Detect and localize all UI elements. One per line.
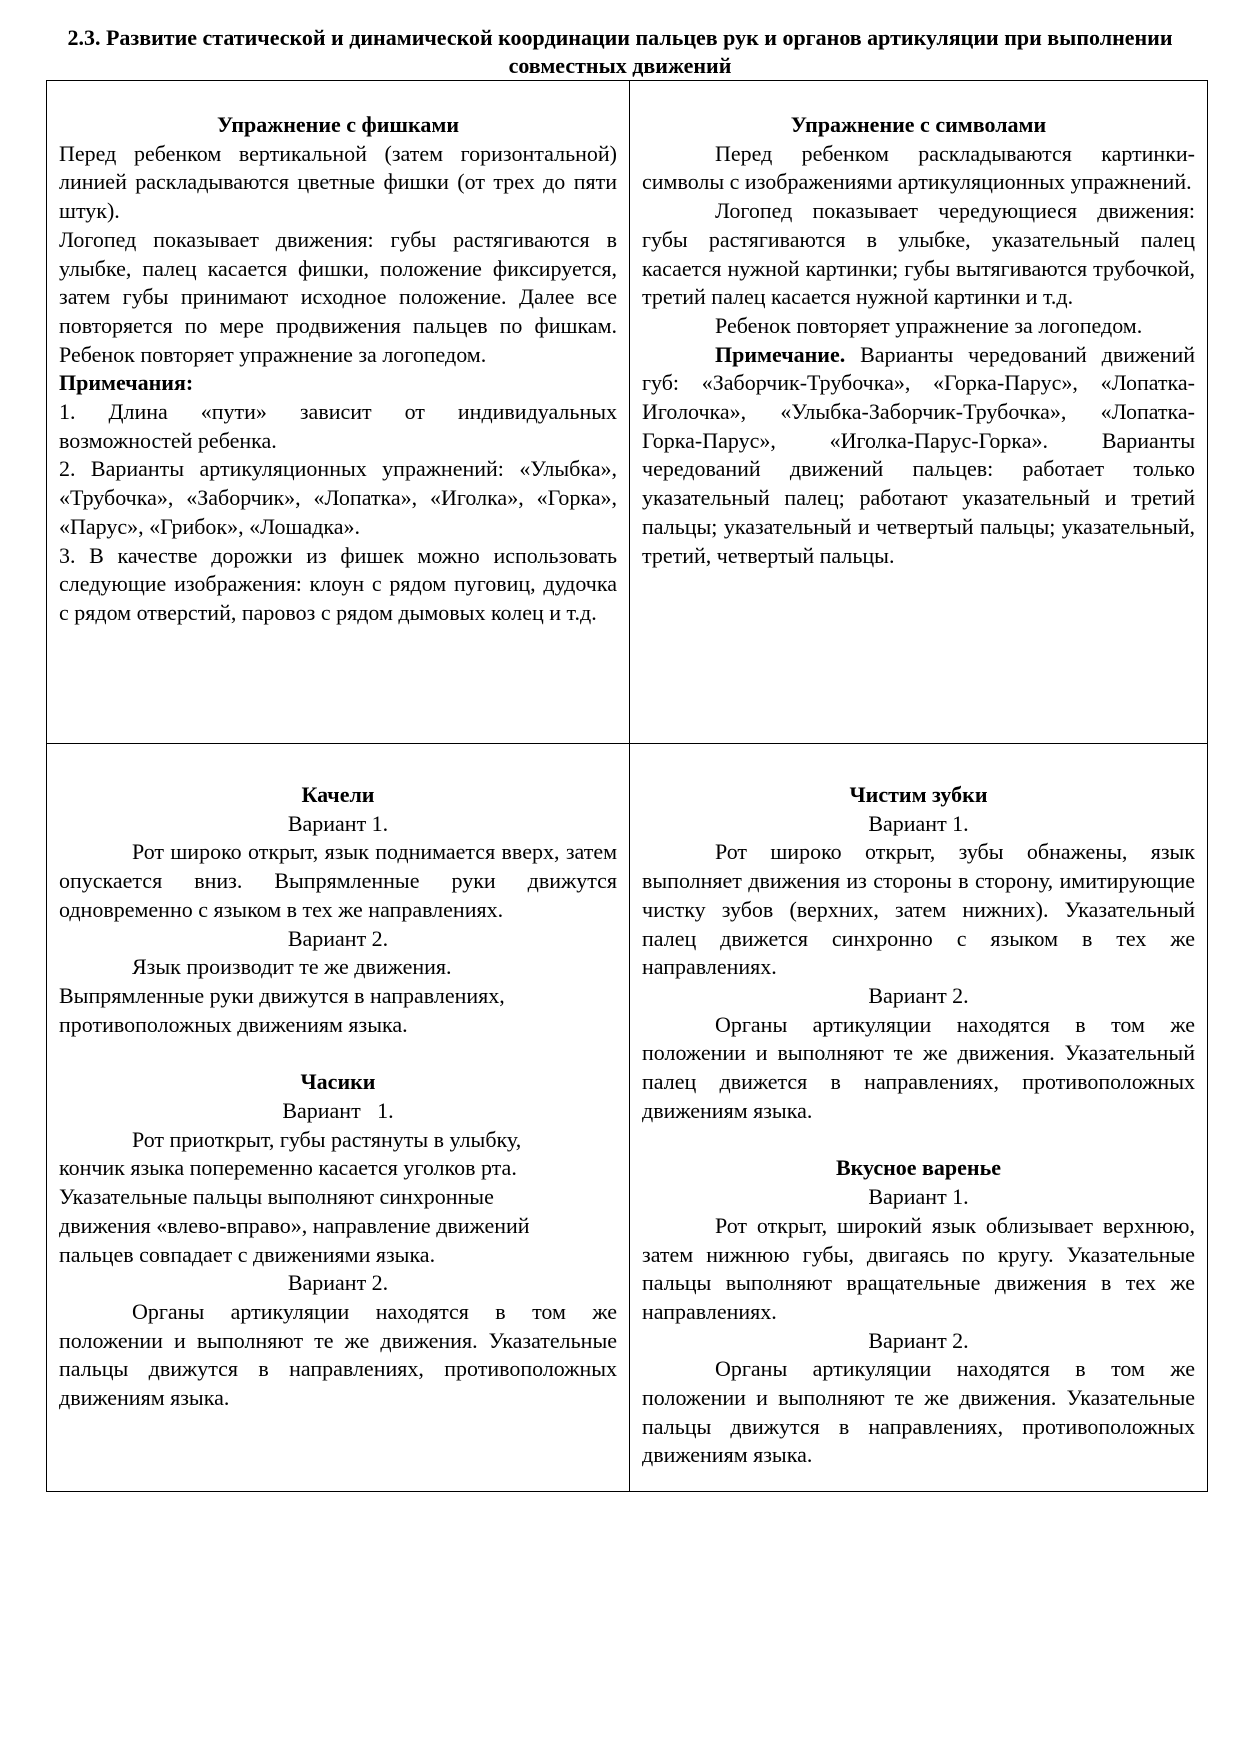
table-row: [47, 744, 1208, 1492]
exercise-table: [46, 80, 1208, 1492]
variant-label: Вариант 2.: [868, 982, 969, 1008]
cell-zubki-varenie: [630, 744, 1208, 1492]
paragraph: Органы артикуляции находятся в том же положении и выполняют те же движения. Указательные пальцы движутся в направлениях, противоположных движениям языка.: [59, 1298, 617, 1411]
cell-simvoly: [630, 81, 1208, 744]
paragraph: Рот открыт, широкий язык облизывает верхнюю, затем нижнюю губы, двигаясь по кругу. Указательные пальцы выполняют вращательные движения в тех же направлениях.: [642, 1212, 1195, 1324]
paragraph: Перед ребенком вертикальной (затем горизонтальной) линией раскладываются цветные фишки (от трех до пяти штук).: [59, 140, 617, 224]
paragraph: Ребенок повторяет упражнение за логопедом.: [715, 312, 1143, 338]
paragraph-line: Выпрямленные руки движутся в направлениях,: [59, 982, 505, 1008]
variant-label: Вариант 1.: [868, 1184, 969, 1210]
exercise-heading: Часики: [300, 1069, 376, 1095]
variant-label: Вариант 1.: [868, 810, 969, 836]
paragraph-line: Указательные пальцы выполняют синхронные: [59, 1184, 494, 1210]
variant-label: Вариант 1.: [282, 1098, 394, 1124]
paragraph: Логопед показывает чередующиеся движения: губы растягиваются в улыбке, указательный палец касается нужной картинки; губы вытягиваются трубочкой, третий палец касается нужной картинки и т.д.: [642, 198, 1195, 310]
paragraph: Перед ребенком раскладываются картинки-символы с изображениями артикуляционных упражнений.: [642, 140, 1195, 195]
paragraph: Органы артикуляции находятся в том же положении и выполняют те же движения. Указательный палец движется в направлениях, противоположных движениям языка.: [642, 1011, 1195, 1123]
note-paragraph: [642, 341, 1195, 571]
variant-label: Вариант 1.: [287, 810, 389, 836]
exercise-heading: Упражнение с символами: [790, 112, 1047, 137]
note-text: Варианты чередований движений губ: «Заборчик-Трубочка», «Горка-Парус», «Лопатка-Иголочка», «Улыбка-Заборчик-Трубочка», «Лопатка-Горка-Парус», «Иголка-Парус-Горка». Варианты чередований движений пальцев: работает только указательный палец; работают указательный и третий пальцы; указательный и четвертый пальцы; указательный, третий, четвертый пальцы.: [642, 341, 1195, 568]
note-item: 2. Варианты артикуляционных упражнений: «Улыбка», «Трубочка», «Заборчик», «Лопатка», «Иголка», «Горка», «Парус», «Грибок», «Лошадка».: [59, 456, 617, 539]
variant-label: Вариант 2.: [287, 1270, 389, 1296]
paragraph: Рот широко открыт, язык поднимается вверх, затем опускается вниз. Выпрямленные руки движутся одновременно с языком в тех же направлениях.: [59, 839, 617, 922]
paragraph-line: пальцев совпадает с движениями языка.: [59, 1241, 436, 1267]
note-item: 3. В качестве дорожки из фишек можно использовать следующие изображения: клоун с рядом пуговиц, дудочка с рядом отверстий, паровоз с рядом дымовых колец и т.д.: [59, 542, 617, 625]
cell-kacheli-chasiki: [47, 744, 630, 1492]
table-row: [47, 81, 1208, 744]
notes-label: Примечания:: [59, 370, 194, 396]
variant-label: Вариант 2.: [287, 925, 389, 951]
note-label: Примечание.: [715, 341, 846, 367]
paragraph-line: противоположных движениям языка.: [59, 1011, 408, 1037]
exercise-heading: Чистим зубки: [849, 782, 988, 807]
paragraph-line: кончик языка попеременно касается уголков рта.: [59, 1155, 517, 1181]
paragraph: Рот широко открыт, зубы обнажены, язык выполняет движения из стороны в сторону, имитирующие чистку зубов (верхних, затем нижних). Указательный палец движется синхронно с языком в тех же направлениях.: [642, 839, 1195, 980]
note-item: 1. Длина «пути» зависит от индивидуальных возможностей ребенка.: [59, 399, 617, 453]
paragraph-line: Язык производит те же движения.: [132, 954, 452, 980]
exercise-heading: Упражнение с фишками: [217, 112, 459, 137]
paragraph: Органы артикуляции находятся в том же положении и выполняют те же движения. Указательные пальцы движутся в направлениях, противоположных движениям языка.: [642, 1356, 1195, 1468]
paragraph-line: движения «влево-вправо», направление движений: [59, 1212, 530, 1238]
cell-fishki: [47, 81, 630, 744]
page-title: 2.3. Развитие статической и динамической координации пальцев рук и органов артикуляции при выполнении совместных движений: [67, 25, 1173, 78]
variant-label: Вариант 2.: [868, 1327, 969, 1353]
paragraph: Логопед показывает движения: губы растягиваются в улыбке, палец касается фишки, положение фиксируется, затем губы принимают исходное положение. Далее все повторяется по мере продвижения пальцев по фишкам. Ребенок повторяет упражнение за логопедом.: [59, 226, 617, 367]
exercise-heading: Вкусное варенье: [835, 1155, 1002, 1181]
paragraph-line: Рот приоткрыт, губы растянуты в улыбку,: [132, 1126, 522, 1152]
exercise-heading: Качели: [301, 782, 375, 807]
